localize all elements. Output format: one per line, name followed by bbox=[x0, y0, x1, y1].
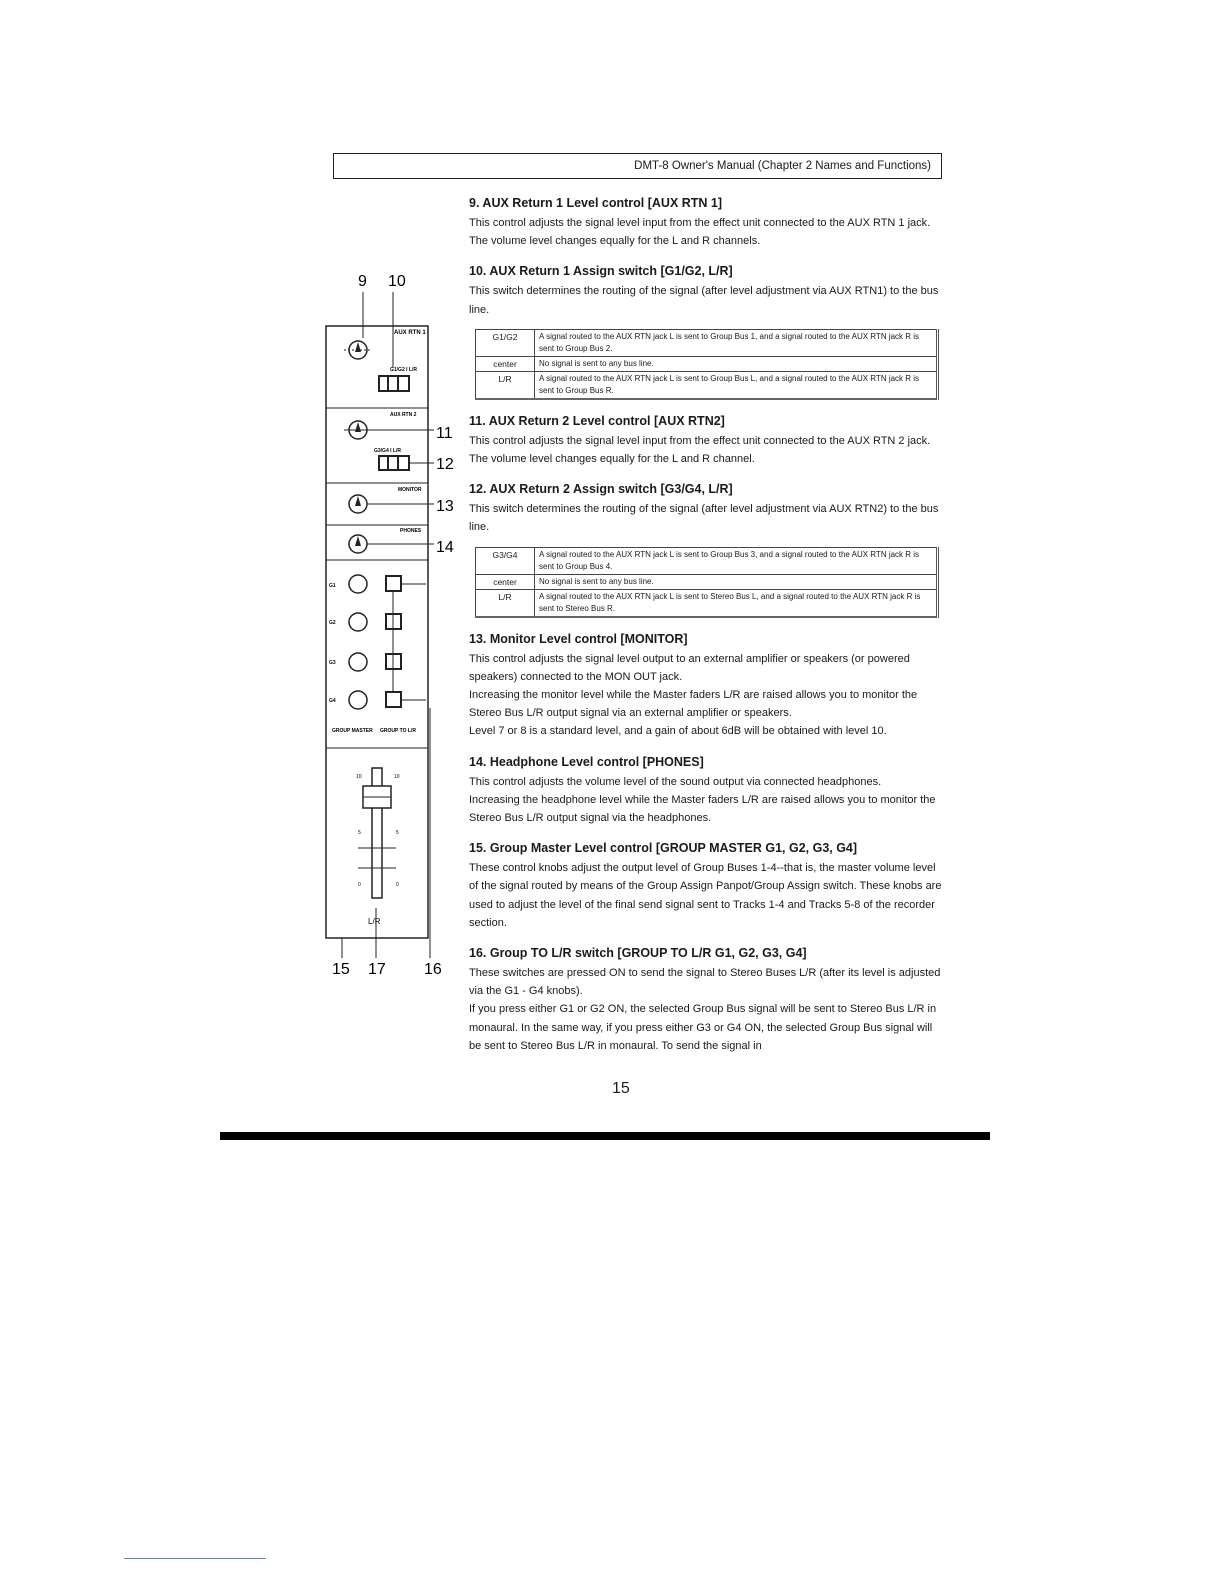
routing-table-g3g4 bbox=[475, 547, 939, 618]
svg-text:5: 5 bbox=[396, 830, 399, 836]
section-16 bbox=[467, 946, 945, 1055]
section-body: These control knobs adjust the output level of Group Buses 1-4--that is, the master volume level of the signal routed by means of the Group Assign Panpot/Group Assign switch. These knobs are used to adjust the level of the final send signal sent to Tracks 1-4 and Tracks 5-8 of the recorder section. bbox=[469, 862, 942, 929]
section-11 bbox=[467, 414, 945, 468]
section-body: This control adjusts the signal level input from the effect unit connected to the AUX RTN 1 jack. The volume level changes equally for the L and R channels. bbox=[469, 217, 931, 248]
group-master-g4-knob[interactable] bbox=[349, 691, 367, 709]
phones-knob[interactable] bbox=[349, 535, 434, 553]
section-body: These switches are pressed ON to send the signal to Stereo Buses L/R (after its level is adjusted via the G1 - G4 knobs). If you press either G1 or G2 ON, the selected Group Bus signal will be sent to Stereo Bus L/R in monaural. In the same way, if you press either G3 or G4 ON, the selected Group Bus signal will be sent to Stereo Bus L/R in monaural. To send the signal in bbox=[469, 967, 941, 1052]
svg-text:G4: G4 bbox=[329, 698, 336, 704]
callout-15: 15 bbox=[332, 961, 350, 978]
label-g3g4-lr: G3/G4 I L/R bbox=[374, 448, 401, 454]
section-title: 12. AUX Return 2 Assign switch [G3/G4, L/R] bbox=[469, 482, 733, 497]
footer-rule bbox=[220, 1132, 990, 1140]
aux-rtn1-knob[interactable] bbox=[344, 341, 372, 359]
label-group-to-lr: GROUP TO L/R bbox=[380, 728, 416, 734]
callout-14: 14 bbox=[436, 539, 454, 556]
label-group-master: GROUP MASTER bbox=[332, 728, 373, 734]
section-14 bbox=[467, 755, 945, 828]
aux-rtn2-knob[interactable] bbox=[344, 421, 434, 439]
callout-13: 13 bbox=[436, 498, 454, 515]
callout-9: 9 bbox=[358, 273, 367, 290]
group-master-g2-knob[interactable] bbox=[349, 613, 367, 631]
svg-text:0: 0 bbox=[396, 882, 399, 888]
callout-12: 12 bbox=[436, 456, 454, 473]
section-15 bbox=[467, 841, 945, 932]
aux-rtn2-assign-switch[interactable] bbox=[379, 456, 434, 470]
table-row: center No signal is sent to any bus line. bbox=[476, 574, 938, 589]
group-g3-row bbox=[329, 653, 401, 671]
section-body: This switch determines the routing of the signal (after level adjustment via AUX RTN2) to the bus line. bbox=[469, 503, 939, 534]
table-row: G1/G2 A signal routed to the AUX RTN jack L is sent to Group Bus 1, and a signal routed to the AUX RTN jack R is sent to Group Bus 2. bbox=[476, 329, 938, 356]
label-aux-rtn1: AUX RTN 1 bbox=[394, 330, 426, 336]
group-to-lr-g4-switch[interactable] bbox=[386, 692, 401, 707]
section-13 bbox=[467, 632, 945, 741]
manual-content bbox=[467, 196, 945, 1069]
label-phones: PHONES bbox=[400, 528, 422, 534]
page-header bbox=[333, 153, 942, 179]
label-fader-lr: L/R bbox=[368, 917, 381, 926]
section-title: 9. AUX Return 1 Level control [AUX RTN 1] bbox=[469, 196, 723, 210]
group-g2-row bbox=[329, 613, 401, 631]
svg-text:G1: G1 bbox=[329, 583, 336, 589]
section-body: This control adjusts the signal level output to an external amplifier or speakers (or powered speakers) connected to the MON OUT jack. Increasing the monitor level while the Master faders L/R are raised allows you to monitor the Stereo Bus L/R output signal via an external amplifier or speakers. Level 7 or 8 is a standard level, and a gain of about 6dB will be obtained with level 10. bbox=[469, 652, 918, 738]
section-body: This control adjusts the signal level input from the effect unit connected to the AUX RTN 2 jack. The volume level changes equally for the L and R channel. bbox=[469, 434, 931, 466]
routing-table-g1g2 bbox=[475, 329, 939, 400]
group-g4-row bbox=[329, 691, 401, 709]
callout-11: 11 bbox=[436, 425, 453, 442]
section-9 bbox=[467, 196, 945, 250]
svg-text:G2: G2 bbox=[329, 620, 336, 626]
table-row: L/R A signal routed to the AUX RTN jack L is sent to Group Bus L, and a signal routed to the AUX RTN jack R is sent to Group Bus R. bbox=[476, 371, 938, 399]
bottom-rule bbox=[124, 1558, 266, 1559]
callout-10: 10 bbox=[388, 273, 406, 290]
svg-text:G3: G3 bbox=[329, 660, 336, 666]
callout-17: 17 bbox=[368, 961, 386, 978]
section-title: 16. Group TO L/R switch [GROUP TO L/R G1, G2, G3, G4] bbox=[469, 946, 807, 961]
callout-16: 16 bbox=[424, 961, 442, 978]
aux-rtn1-assign-switch[interactable] bbox=[379, 376, 409, 391]
svg-text:0: 0 bbox=[358, 882, 361, 888]
section-title: 13. Monitor Level control [MONITOR] bbox=[469, 631, 688, 646]
label-monitor: MONITOR bbox=[398, 487, 422, 493]
group-g1-row bbox=[329, 575, 401, 593]
svg-text:5: 5 bbox=[358, 830, 361, 836]
svg-text:10: 10 bbox=[394, 774, 400, 780]
section-body: This switch determines the routing of the signal (after level adjustment via AUX RTN1) to the bus line. bbox=[469, 285, 939, 316]
label-g1g2-lr: G1/G2 I L/R bbox=[390, 367, 417, 373]
section-title: 11. AUX Return 2 Level control [AUX RTN2] bbox=[469, 413, 725, 428]
section-title: 14. Headphone Level control [PHONES] bbox=[469, 754, 704, 769]
master-fader[interactable] bbox=[356, 768, 400, 926]
table-row: center No signal is sent to any bus line. bbox=[476, 356, 938, 371]
section-12 bbox=[467, 482, 945, 617]
header-title: DMT-8 Owner's Manual (Chapter 2 Names and Functions) bbox=[634, 160, 931, 172]
group-master-g1-knob[interactable] bbox=[349, 575, 367, 593]
section-title: 15. Group Master Level control [GROUP MASTER G1, G2, G3, G4] bbox=[469, 841, 858, 856]
group-to-lr-g1-switch[interactable] bbox=[386, 576, 401, 591]
label-aux-rtn2: AUX RTN 2 bbox=[390, 412, 417, 418]
section-title: 10. AUX Return 1 Assign switch [G1/G2, L/R] bbox=[469, 264, 733, 279]
section-10 bbox=[467, 264, 945, 399]
section-body: This control adjusts the volume level of the sound output via connected headphones. Increasing the headphone level while the Master faders L/R are raised allows you to monitor the Stereo Bus L/R output signal via the headphones. bbox=[469, 775, 936, 825]
page-number: 15 bbox=[612, 1080, 630, 1097]
mixer-panel-diagram bbox=[322, 268, 462, 983]
table-row: G3/G4 A signal routed to the AUX RTN jack L is sent to Group Bus 3, and a signal routed to the AUX RTN jack R is sent to Group Bus 4. bbox=[476, 547, 938, 574]
group-master-g3-knob[interactable] bbox=[349, 653, 367, 671]
svg-text:10: 10 bbox=[356, 774, 362, 780]
monitor-knob[interactable] bbox=[349, 495, 434, 513]
table-row: L/R A signal routed to the AUX RTN jack L is sent to Stereo Bus L, and a signal routed to the AUX RTN jack R is sent to Stereo Bus R. bbox=[476, 589, 938, 617]
